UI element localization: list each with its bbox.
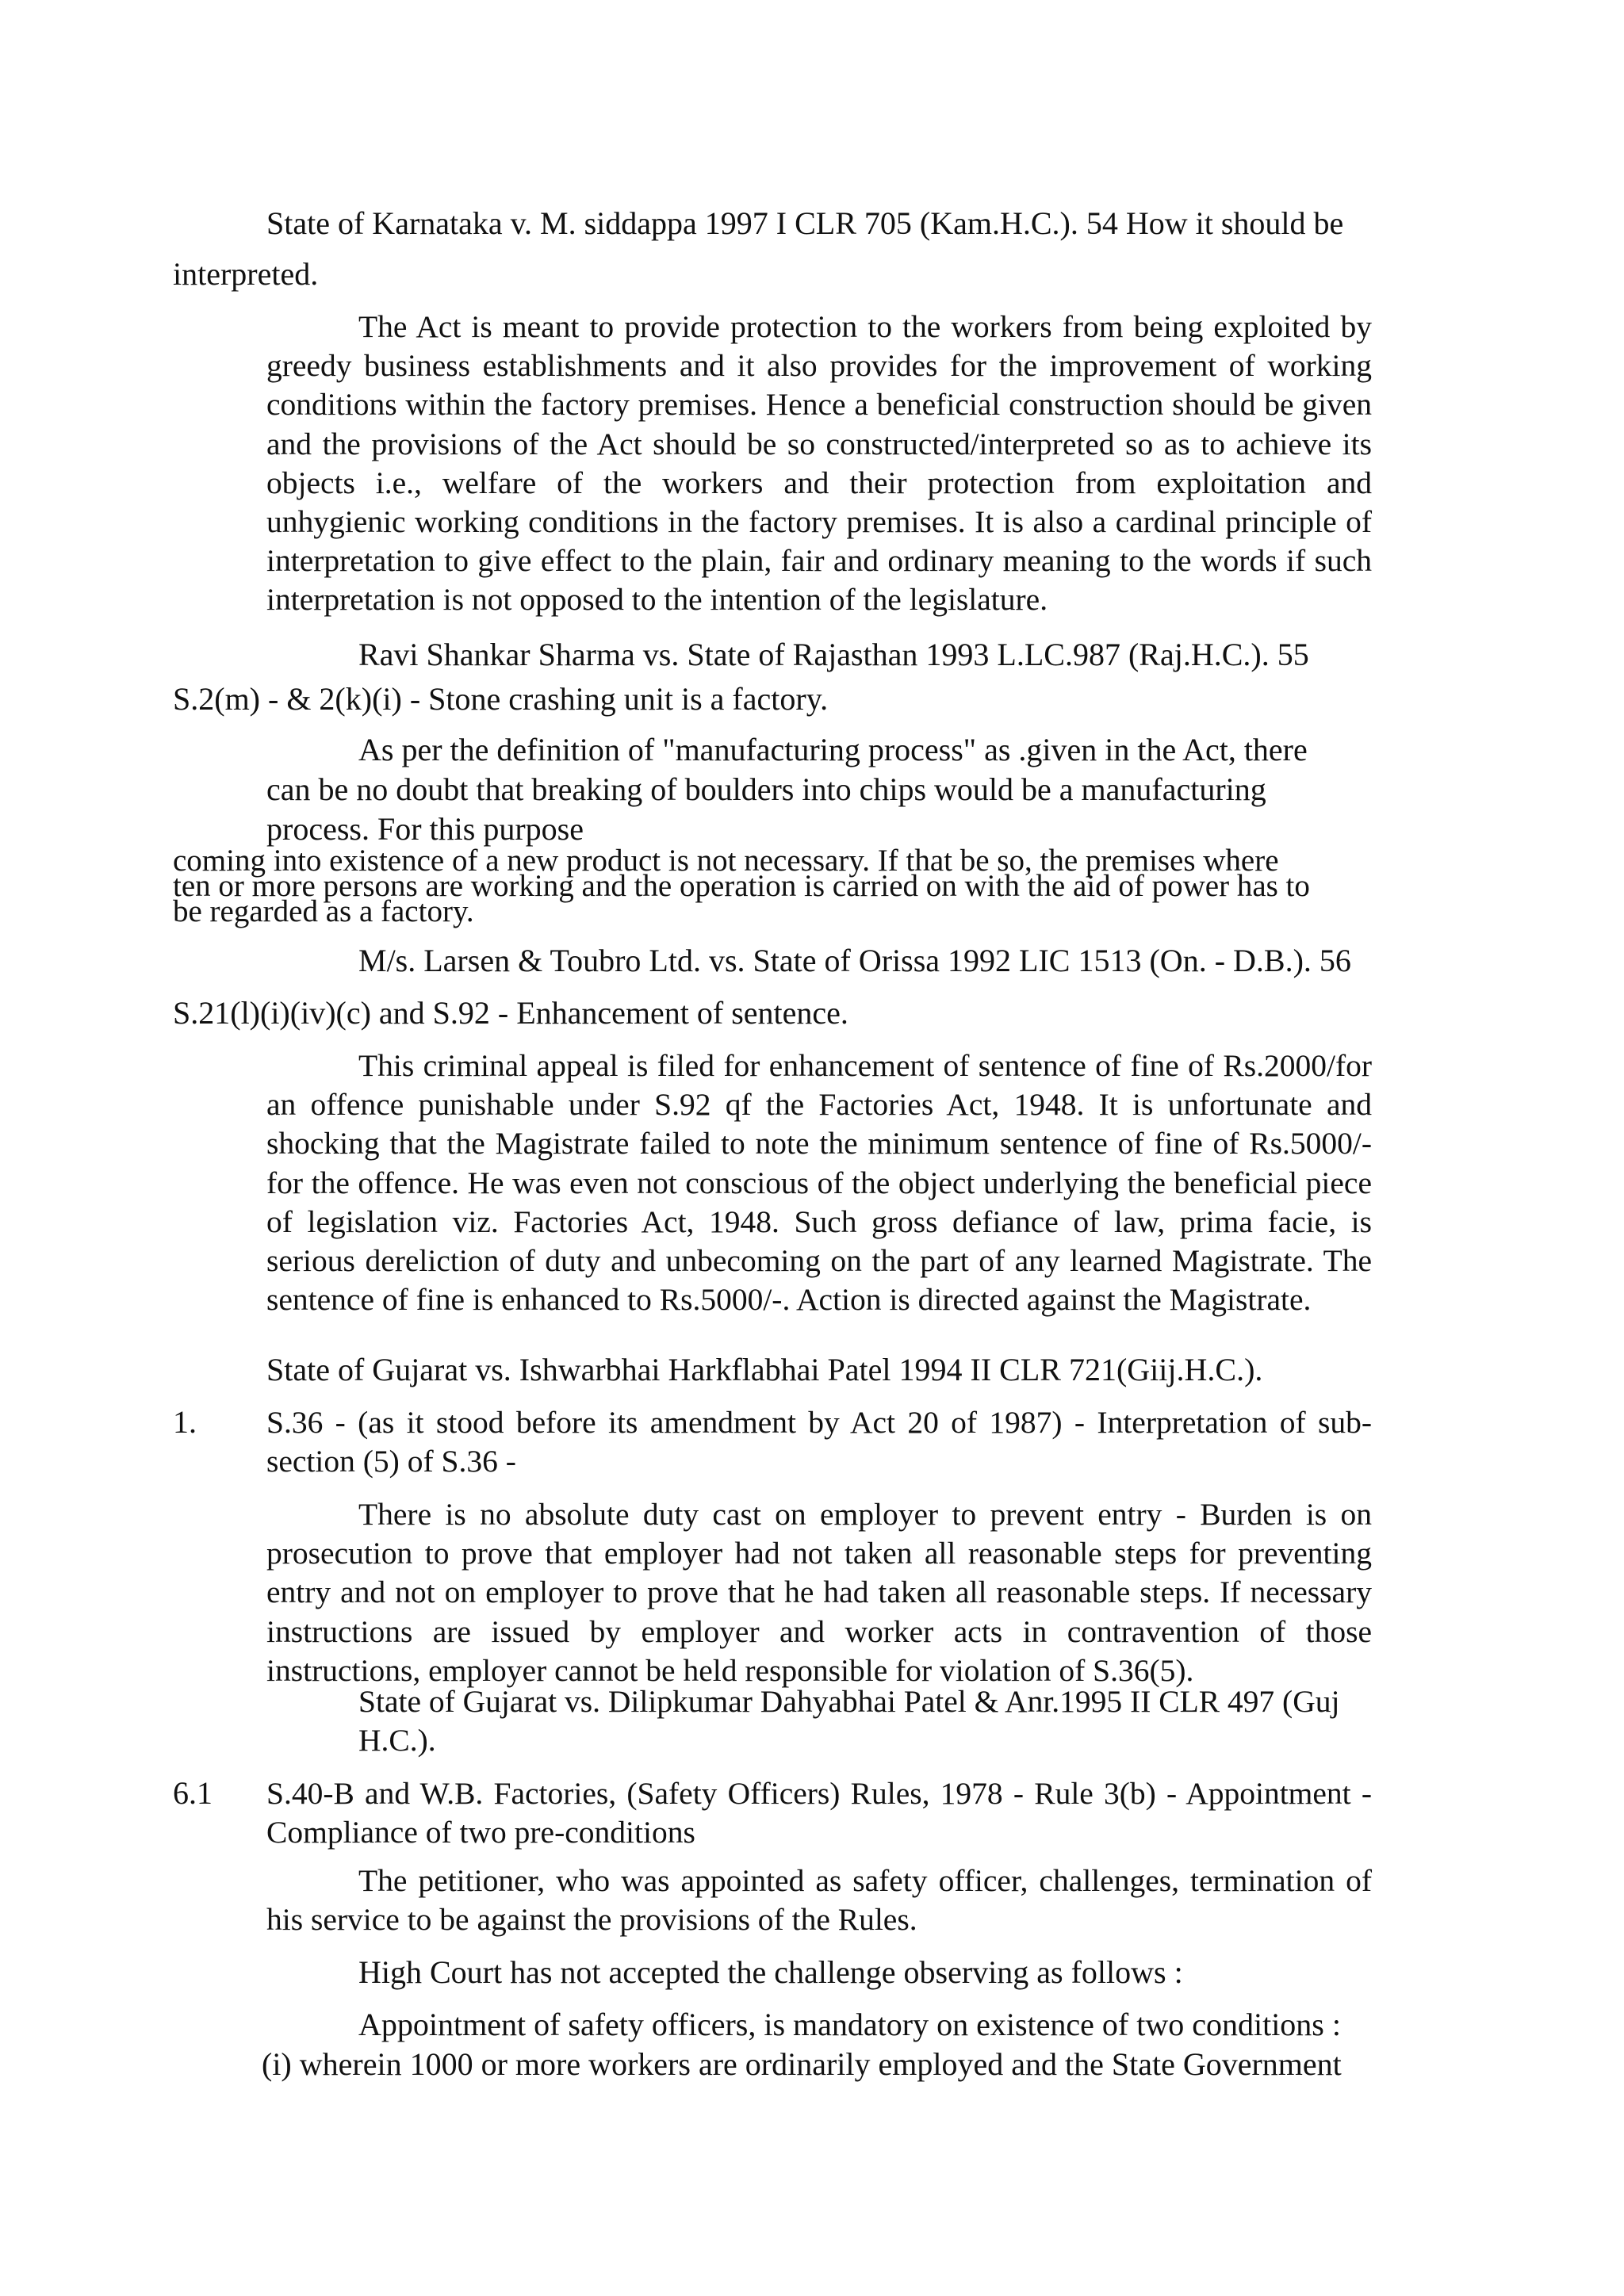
- paragraph-line: ten or more persons are working and the operation is carried on with the aid of power has to: [173, 869, 1310, 903]
- paragraph-line: can be no doubt that breaking of boulders into chips would be a manufacturing: [266, 771, 1266, 807]
- paragraph-line: Appointment of safety officers, is mandatory on existence of two conditions :: [358, 2007, 1341, 2042]
- case-citation: M/s. Larsen & Toubro Ltd. vs. State of Orissa 1992 LIC 1513 (On. - D.B.). 56: [358, 943, 1351, 978]
- paragraph-line: be regarded as a factory.: [173, 894, 474, 928]
- section-heading: S.2(m) - & 2(k)(i) - Stone crashing unit is a factory.: [173, 681, 829, 717]
- item-number: 6.1: [173, 1775, 213, 1811]
- paragraph-line: (i) wherein 1000 or more workers are ordinarily employed and the State Government: [262, 2046, 1342, 2082]
- citation-line-continuation: interpreted.: [173, 256, 319, 292]
- paragraph-line: High Court has not accepted the challenge observing as follows :: [358, 1954, 1183, 1990]
- item-number: 1.: [173, 1404, 197, 1440]
- paragraph-line: process. For this purpose: [266, 811, 584, 847]
- paragraph-section-36: There is no absolute duty cast on employer to prevent entry - Burden is on prosecution to prove that employer had not taken all reasonable steps for preventing entry and not on employer to prove that he had taken all reasonable steps. If necessary instructions are issued by employer and worker acts in contravention of those instructions, employer cannot be held responsible for violation of S.36(5).: [266, 1497, 1372, 1688]
- section-heading: S.36 - (as it stood before its amendment by Act 20 of 1987) - Interpretation of sub-section (5) of S.36 -: [266, 1405, 1372, 1479]
- paragraph-enhancement: This criminal appeal is filed for enhancement of sentence of fine of Rs.2000/for an offence punishable under S.92 qf the Factories Act, 1948. It is unfortunate and shocking that the Magistrate failed to note the minimum sentence of fine of Rs.5000/- for the offence. He was even not conscious of the object underlying the beneficial piece of legislation viz. Factories Act, 1948. Such gross defiance of law, prima facie, is serious dereliction of duty and unbecoming on the part of any learned Magistrate. The sentence of fine is enhanced to Rs.5000/-. Action is directed against the Magistrate.: [266, 1048, 1372, 1318]
- paragraph-line: As per the definition of "manufacturing process" as .given in the Act, there: [358, 732, 1308, 767]
- case-citation: State of Gujarat vs. Dilipkumar Dahyabhai Patel & Anr.1995 II CLR 497 (Guj H.C.).: [358, 1684, 1340, 1758]
- section-heading: S.40-B and W.B. Factories, (Safety Officers) Rules, 1978 - Rule 3(b) - Appointment - Compliance of two pre-conditions: [266, 1776, 1372, 1850]
- paragraph-line: coming into existence of a new product is not necessary. If that be so, the premises where: [173, 844, 1279, 878]
- paragraph-petition: The petitioner, who was appointed as safety officer, challenges, termination of his service to be against the provisions of the Rules.: [266, 1863, 1372, 1938]
- paragraph-interpretation: The Act is meant to provide protection to the workers from being exploited by greedy business establishments and it also provides for the improvement of working conditions within the factory premises. Hence a beneficial construction should be given and the provisions of the Act should be so constructed/interpreted so as to achieve its objects i.e., welfare of the workers and their protection from exploitation and unhygienic working conditions in the factory premises. It is also a cardinal principle of interpretation to give effect to the plain, fair and ordinary meaning to the words if such interpretation is not opposed to the intention of the legislature.: [266, 309, 1372, 618]
- case-citation: Ravi Shankar Sharma vs. State of Rajasthan 1993 L.LC.987 (Raj.H.C.). 55: [358, 637, 1309, 672]
- case-citation: State of Gujarat vs. Ishwarbhai Harkflabhai Patel 1994 II CLR 721(Giij.H.C.).: [266, 1352, 1263, 1387]
- citation-line: State of Karnataka v. M. siddappa 1997 I CLR 705 (Kam.H.C.). 54 How it should be: [266, 205, 1344, 241]
- section-heading: S.21(l)(i)(iv)(c) and S.92 - Enhancement of sentence.: [173, 995, 848, 1031]
